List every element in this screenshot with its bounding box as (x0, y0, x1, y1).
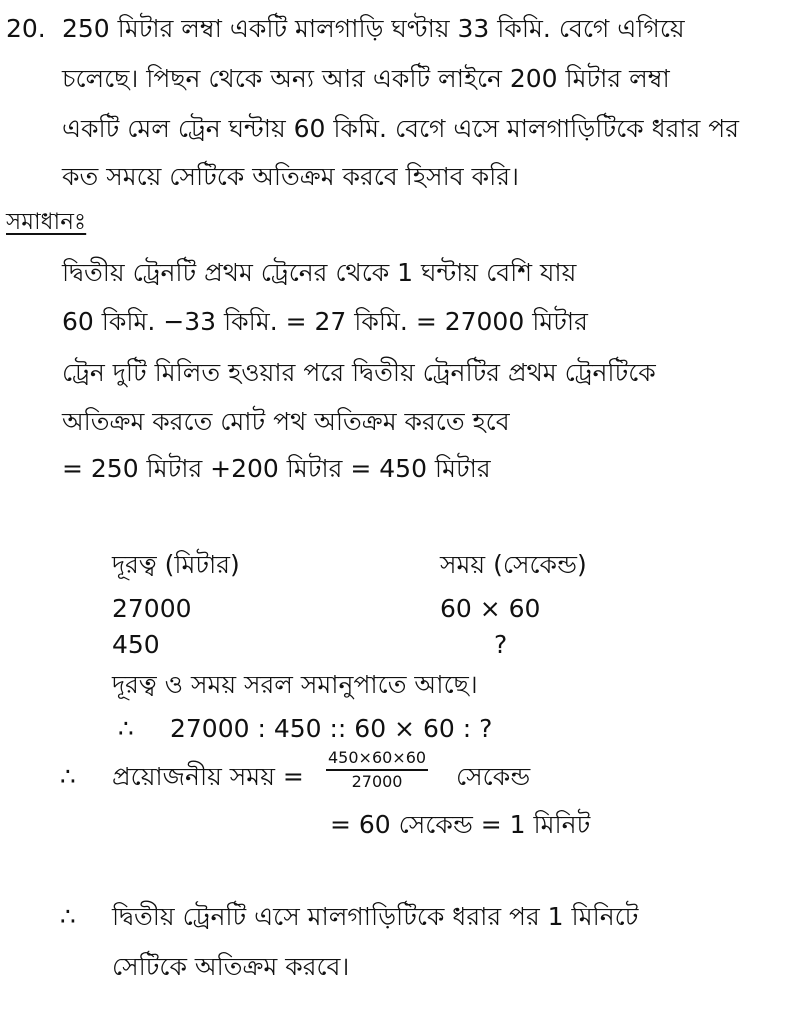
solution-line-5: = 250 মিটার +200 মিটার = 450 মিটার (62, 454, 491, 483)
required-time-label: প্রয়োজনীয় সময় = (112, 762, 304, 791)
fraction-denominator: 27000 (351, 772, 403, 791)
fraction (326, 748, 428, 792)
conclusion-line-1: দ্বিতীয় ট্রেনটি এসে মালগাড়িটিকে ধরার পর 1 মিনিটে (112, 902, 639, 931)
solution-line-2: 60 কিমি. −33 কিমি. = 27 কিমি. = 27000 মিটার (62, 307, 588, 336)
solution-line-3: ট্রেন দুটি মিলিত হওয়ার পরে দ্বিতীয় ট্রেনটির প্রথম ট্রেনটিকে (62, 358, 656, 387)
table-row1-distance: 27000 (112, 594, 192, 623)
question-line-4: কত সময়ে সেটিকে অতিক্রম করবে হিসাব করি। (62, 162, 519, 191)
result-line: = 60 সেকেন্ড = 1 মিনিট (330, 810, 591, 839)
solution-heading: সমাধানঃ (6, 209, 87, 235)
question-line-2: চলেছে। পিছন থেকে অন্য আর একটি লাইনে 200 মিটার লম্বা (62, 64, 670, 93)
therefore-symbol: ∴ (60, 762, 76, 791)
table-row1-time: 60 × 60 (440, 594, 541, 623)
fraction-numerator: 450×60×60 (326, 748, 428, 771)
proportion-expression: 27000 : 450 :: 60 × 60 : ? (170, 714, 493, 743)
table-header-distance: দূরত্ব (মিটার) (112, 550, 240, 579)
question-line-3: একটি মেল ট্রেন ঘন্টায় 60 কিমি. বেগে এসে মালগাড়িটিকে ধরার পর (62, 114, 739, 143)
table-header-time: সময় (সেকেন্ড) (440, 550, 587, 579)
table-row2-distance: 450 (112, 630, 160, 659)
table-row2-time: ? (494, 630, 508, 659)
question-line-1: 250 মিটার লম্বা একটি মালগাড়ি ঘণ্টায় 33 কিমি. বেগে এগিয়ে (62, 14, 685, 43)
proportion-therefore: ∴ (118, 714, 134, 743)
question-number: 20. (6, 14, 46, 43)
conclusion-therefore: ∴ (60, 902, 76, 931)
solution-line-1: দ্বিতীয় ট্রেনটি প্রথম ট্রেনের থেকে 1 ঘন্টায় বেশি যায় (62, 258, 577, 287)
proportion-statement: দূরত্ব ও সময় সরল সমানুপাতে আছে। (112, 670, 478, 699)
conclusion-line-2: সেটিকে অতিক্রম করবে। (112, 952, 350, 981)
solution-line-4: অতিক্রম করতে মোট পথ অতিক্রম করতে হবে (62, 407, 510, 436)
fraction-unit: সেকেন্ড (456, 762, 531, 791)
